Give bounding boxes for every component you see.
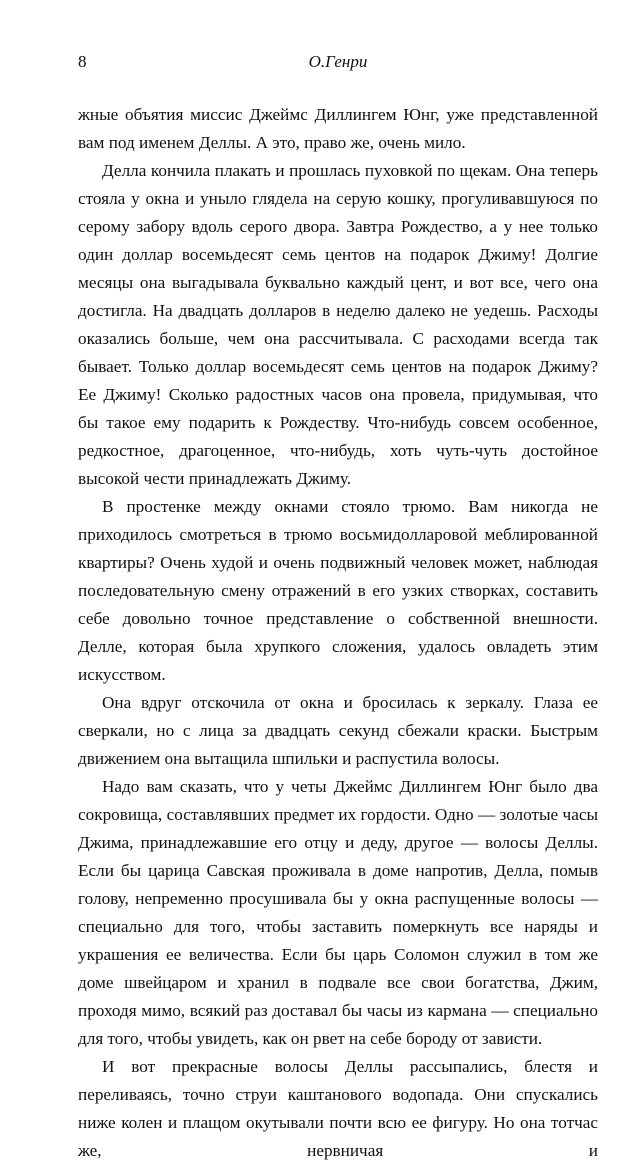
running-title: О.Генри <box>308 52 368 71</box>
body-text <box>78 101 598 1165</box>
paragraph: Она вдруг отскочила от окна и бросилась к зеркалу. Глаза ее сверкали, но с лица за двадцать секунд сбежали краски. Быстрым движением она вытащила шпильки и распустила волосы. <box>78 693 598 768</box>
paragraph-last-partial: И вот прекрасные волосы Деллы рассыпались, блестя и переливаясь, точно струи каштанового водопада. Они спускались ниже колен и плащом окутывали почти всю ее фигуру. Но она тотчас же, нервничая и <box>78 1057 598 1160</box>
paragraph: В простенке между окнами стояло трюмо. Вам никогда не приходилось смотреться в трюмо восьмидолларовой меблированной квартиры? Очень худой и очень подвижный человек может, наблюдая последовательную смену отражений в его узких створках, составить себе довольно точное представление о собственной внешности. Делле, которая была хрупкого сложения, удалось овладеть этим искусством. <box>78 497 598 684</box>
page-number: 8 <box>78 52 87 71</box>
paragraph-continued: жные объятия миссис Джеймс Диллингем Юнг, уже представленной вам под именем Деллы. А это, право же, очень мило. <box>78 105 598 152</box>
page-header <box>78 52 598 86</box>
book-page <box>78 52 598 1165</box>
paragraph: Делла кончила плакать и прошлась пуховкой по щекам. Она теперь стояла у окна и уныло глядела на серую кошку, прогуливавшуюся по серому забору вдоль серого двора. Завтра Рождество, а у нее только один доллар восемьдесят семь центов на подарок Джиму! Долгие месяцы она выгадывала буквально каждый цент, и вот все, чего она достигла. На двадцать долларов в неделю далеко не уедешь. Расходы оказались больше, чем она рассчитывала. С расходами всегда так бывает. Только доллар восемьдесят семь центов на подарок Джиму? Ее Джиму! Сколько радостных часов она провела, придумывая, что бы такое ему подарить к Рождеству. Что-нибудь совсем особенное, редкостное, драгоценное, что-нибудь, хоть чуть-чуть достойное высокой чести принадлежать Джиму. <box>78 161 598 488</box>
paragraph: Надо вам сказать, что у четы Джеймс Диллингем Юнг было два сокровища, составлявших предмет их гордости. Одно — золотые часы Джима, принадлежавшие его отцу и деду, другое — волосы Деллы. Если бы царица Савская проживала в доме напротив, Делла, помыв голову, непременно просушивала бы у окна распущенные волосы — специально для того, чтобы заставить померкнуть все наряды и украшения ее величества. Если бы царь Соломон служил в том же доме швейцаром и хранил в подвале все свои богатства, Джим, проходя мимо, всякий раз доставал бы часы из кармана — специально для того, чтобы увидеть, как он рвет на себе бороду от зависти. <box>78 777 598 1048</box>
